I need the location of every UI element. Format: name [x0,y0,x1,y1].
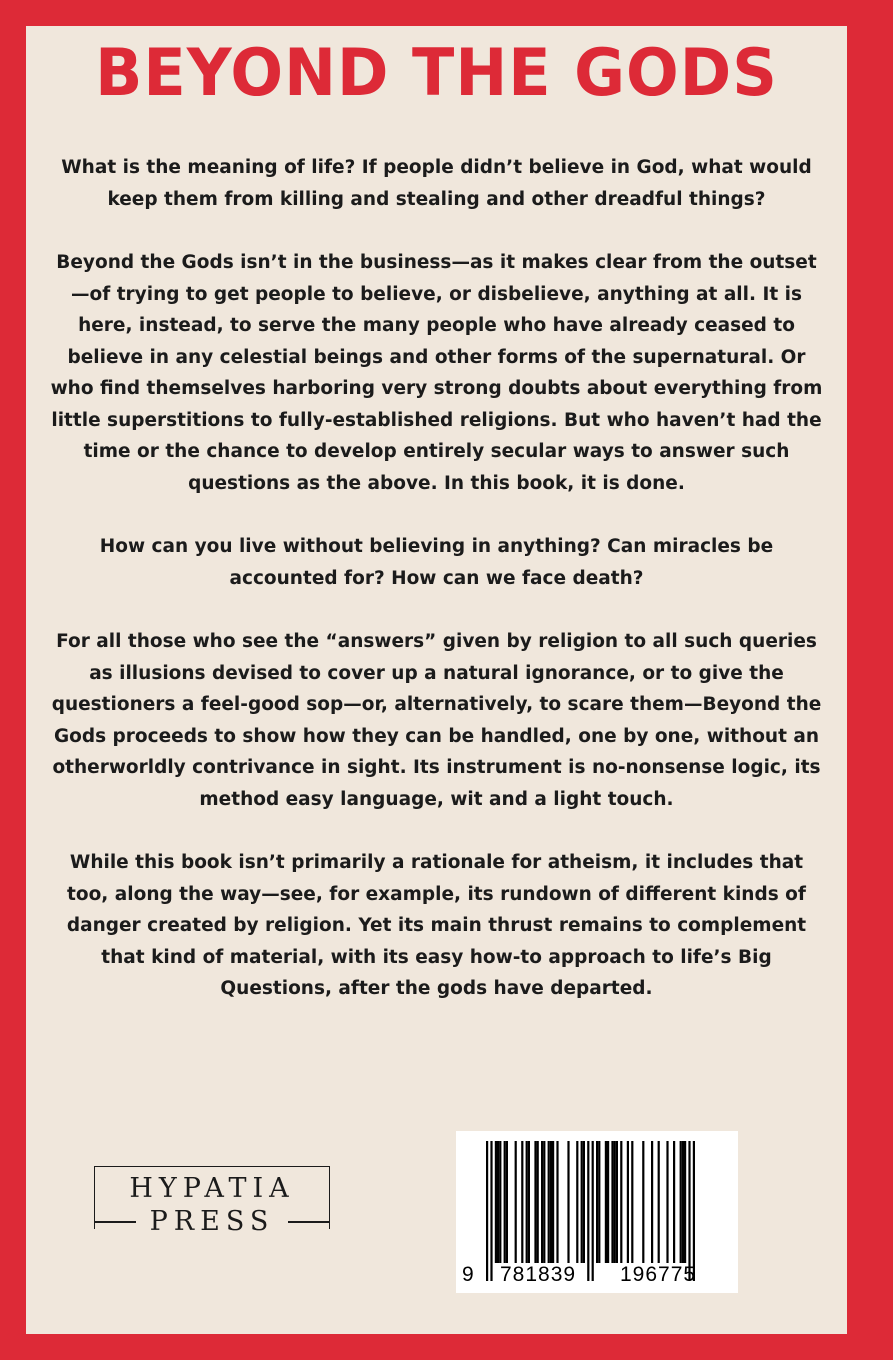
barcode-bar [495,1141,497,1263]
barcode-bar [497,1141,499,1263]
barcode-bar [620,1141,622,1263]
barcode-bar [673,1141,675,1263]
blurb-paragraph-5: While this book isn’t primarily a rationale for atheism, it includes that too, along the way—see, for example, its rundown of different kinds of danger created by religion. Yet its main thrust remains to complement that kind of material, with its easy how-to approach to life’s Big Questions, after the gods have departed. [66,852,807,999]
publisher-rule-right [288,1221,330,1223]
barcode-bar [658,1141,660,1263]
publisher-name-line1: HYPATIA [129,1173,295,1204]
barcode-guard-bar [693,1141,695,1281]
barcode-bar [504,1141,506,1263]
blurb-text [48,152,825,1037]
barcode-bar [515,1141,517,1263]
barcode-bar [607,1141,609,1263]
barcode-bar [682,1141,684,1263]
barcode-bar [528,1141,530,1263]
barcode-bar [627,1141,629,1263]
barcode-bar [537,1141,539,1263]
barcode-bar [567,1141,569,1263]
barcode-bar [550,1141,552,1263]
publisher-name-line2-row [94,1206,330,1236]
barcode-bar [596,1141,598,1263]
barcode-bar [521,1141,523,1263]
isbn-left-group: 781839 [500,1263,577,1286]
barcode-guard-bar [486,1141,488,1281]
barcode-bar [548,1141,550,1263]
cover-panel [26,26,847,1334]
isbn-barcode [456,1131,738,1293]
barcode-bar [583,1141,585,1263]
barcode-guard-bar [587,1141,589,1281]
book-title: BEYOND THE GODS [95,34,778,111]
barcode-bar [506,1141,508,1263]
publisher-name-line2: PRESS [149,1206,275,1237]
barcode-bar [666,1141,668,1263]
barcode-guard-bar [490,1141,492,1281]
barcode-bar [581,1141,583,1263]
barcode-guard-bar [688,1141,690,1281]
isbn-lead-digit: 9 [462,1263,475,1286]
barcode-bar [651,1141,653,1263]
barcode-bar [526,1141,528,1263]
barcode-bar [642,1141,644,1263]
barcode-bar [534,1141,536,1263]
barcode-bar [684,1141,686,1263]
barcode-bar [631,1141,633,1263]
barcode-guard-bar [592,1141,594,1281]
barcode-bar [680,1141,682,1263]
barcode-bar [598,1141,600,1263]
barcode-bar [611,1141,613,1263]
blurb-paragraph-1: What is the meaning of life? If people didn’t believe in God, what would keep them from killing and stealing and other dreadful things? [61,157,812,210]
barcode-bar [543,1141,545,1263]
barcode-bar [616,1141,618,1263]
publisher-logo [94,1166,330,1237]
barcode-bar [556,1141,558,1263]
barcode-bar [499,1141,501,1263]
blurb-paragraph-4: For all those who see the “answers” given by religion to all such queries as illusions devised to cover up a natural ignorance, or to give the questioners a feel-good sop—or, alternatively, to scare them—Beyond the Gods proceeds to show how they can be handled, one by one, without an otherworldly contrivance in sight. Its instrument is no-nonsense logic, its method easy language, wit and a light touch. [51,631,822,810]
barcode-bar [552,1141,554,1263]
barcode-bar [614,1141,616,1263]
isbn-right-group: 196775 [620,1263,697,1286]
barcode-bar [541,1141,543,1263]
barcode-bar [576,1141,578,1263]
blurb-paragraph-2: Beyond the Gods isn’t in the business—as it makes clear from the outset—of trying to get people to believe, or disbelieve, anything at all. It is here, instead, to serve the many people who have already ceased to believe in any celestial beings and other forms of the supernatural. Or who find themselves harboring very strong doubts about everything from little superstitions to fully-established religions. But who haven’t had the time or the chance to develop entirely secular ways to answer such questions as the above. In this book, it is done. [50,252,823,494]
blurb-paragraph-3: How can you live without believing in anything? Can miracles be accounted for? How can we face death? [99,536,774,589]
barcode-bar [605,1141,607,1263]
